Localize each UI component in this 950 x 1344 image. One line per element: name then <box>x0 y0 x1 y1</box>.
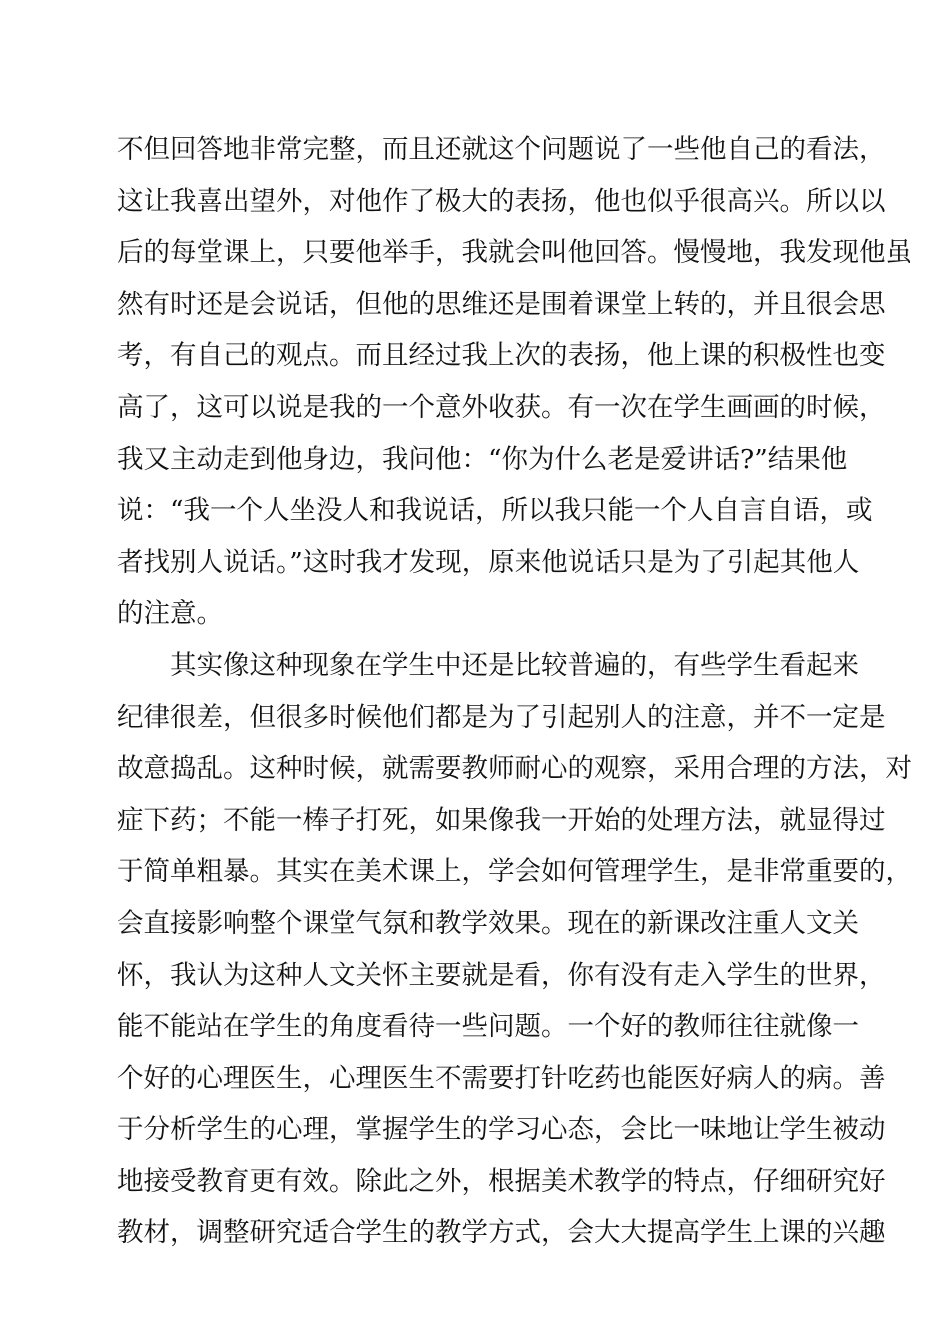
body-text <box>117 124 912 1259</box>
text-line: 这让我喜出望外，对他作了极大的表扬，他也似乎很高兴。所以以 <box>117 185 886 217</box>
text-line: 怀，我认为这种人文关怀主要就是看，你有没有走入学生的世界， <box>117 959 886 991</box>
text-line: 故意捣乱。这种时候，就需要教师耐心的观察，采用合理的方法，对 <box>117 753 912 785</box>
text-line: 症下药；不能一棒子打死，如果像我一开始的处理方法，就显得过 <box>117 804 886 836</box>
text-line: 会直接影响整个课堂气氛和教学效果。现在的新课改注重人文关 <box>117 907 859 939</box>
text-line: 地接受教育更有效。除此之外，根据美术教学的特点，仔细研究好 <box>117 1165 886 1197</box>
text-line: 教材，调整研究适合学生的教学方式，会大大提高学生上课的兴趣 <box>117 1217 886 1249</box>
text-line: 我又主动走到他身边，我问他：“你为什么老是爱讲话?”结果他 <box>117 443 848 475</box>
text-line: 不但回答地非常完整，而且还就这个问题说了一些他自己的看法， <box>117 134 886 165</box>
text-line: 能不能站在学生的角度看待一些问题。一个好的教师往往就像一 <box>117 1011 859 1043</box>
text-line: 者找别人说话。”这时我才发现，原来他说话只是为了引起其他人 <box>117 546 860 578</box>
paragraph-first-line: 其实像这种现象在学生中还是比较普遍的，有些学生看起来 <box>170 649 859 681</box>
text-line: 说：“我一个人坐没人和我说话，所以我只能一个人自言自语，或 <box>117 495 873 527</box>
text-line: 考，有自己的观点。而且经过我上次的表扬，他上课的积极性也变 <box>117 340 886 372</box>
text-line: 后的每堂课上，只要他举手，我就会叫他回答。慢慢地，我发现他虽 <box>117 237 912 269</box>
text-line: 个好的心理医生，心理医生不需要打针吃药也能医好病人的病。善 <box>117 1062 886 1094</box>
text-line: 纪律很差，但很多时候他们都是为了引起别人的注意，并不一定是 <box>117 701 886 733</box>
text-line: 高了，这可以说是我的一个意外收获。有一次在学生画画的时候， <box>117 391 886 423</box>
text-line: 的注意。 <box>117 598 223 630</box>
text-line: 于分析学生的心理，掌握学生的学习心态，会比一味地让学生被动 <box>117 1114 886 1146</box>
text-line: 然有时还是会说话，但他的思维还是围着课堂上转的，并且很会思 <box>117 288 886 320</box>
text-line: 于简单粗暴。其实在美术课上，学会如何管理学生，是非常重要的， <box>117 856 912 888</box>
